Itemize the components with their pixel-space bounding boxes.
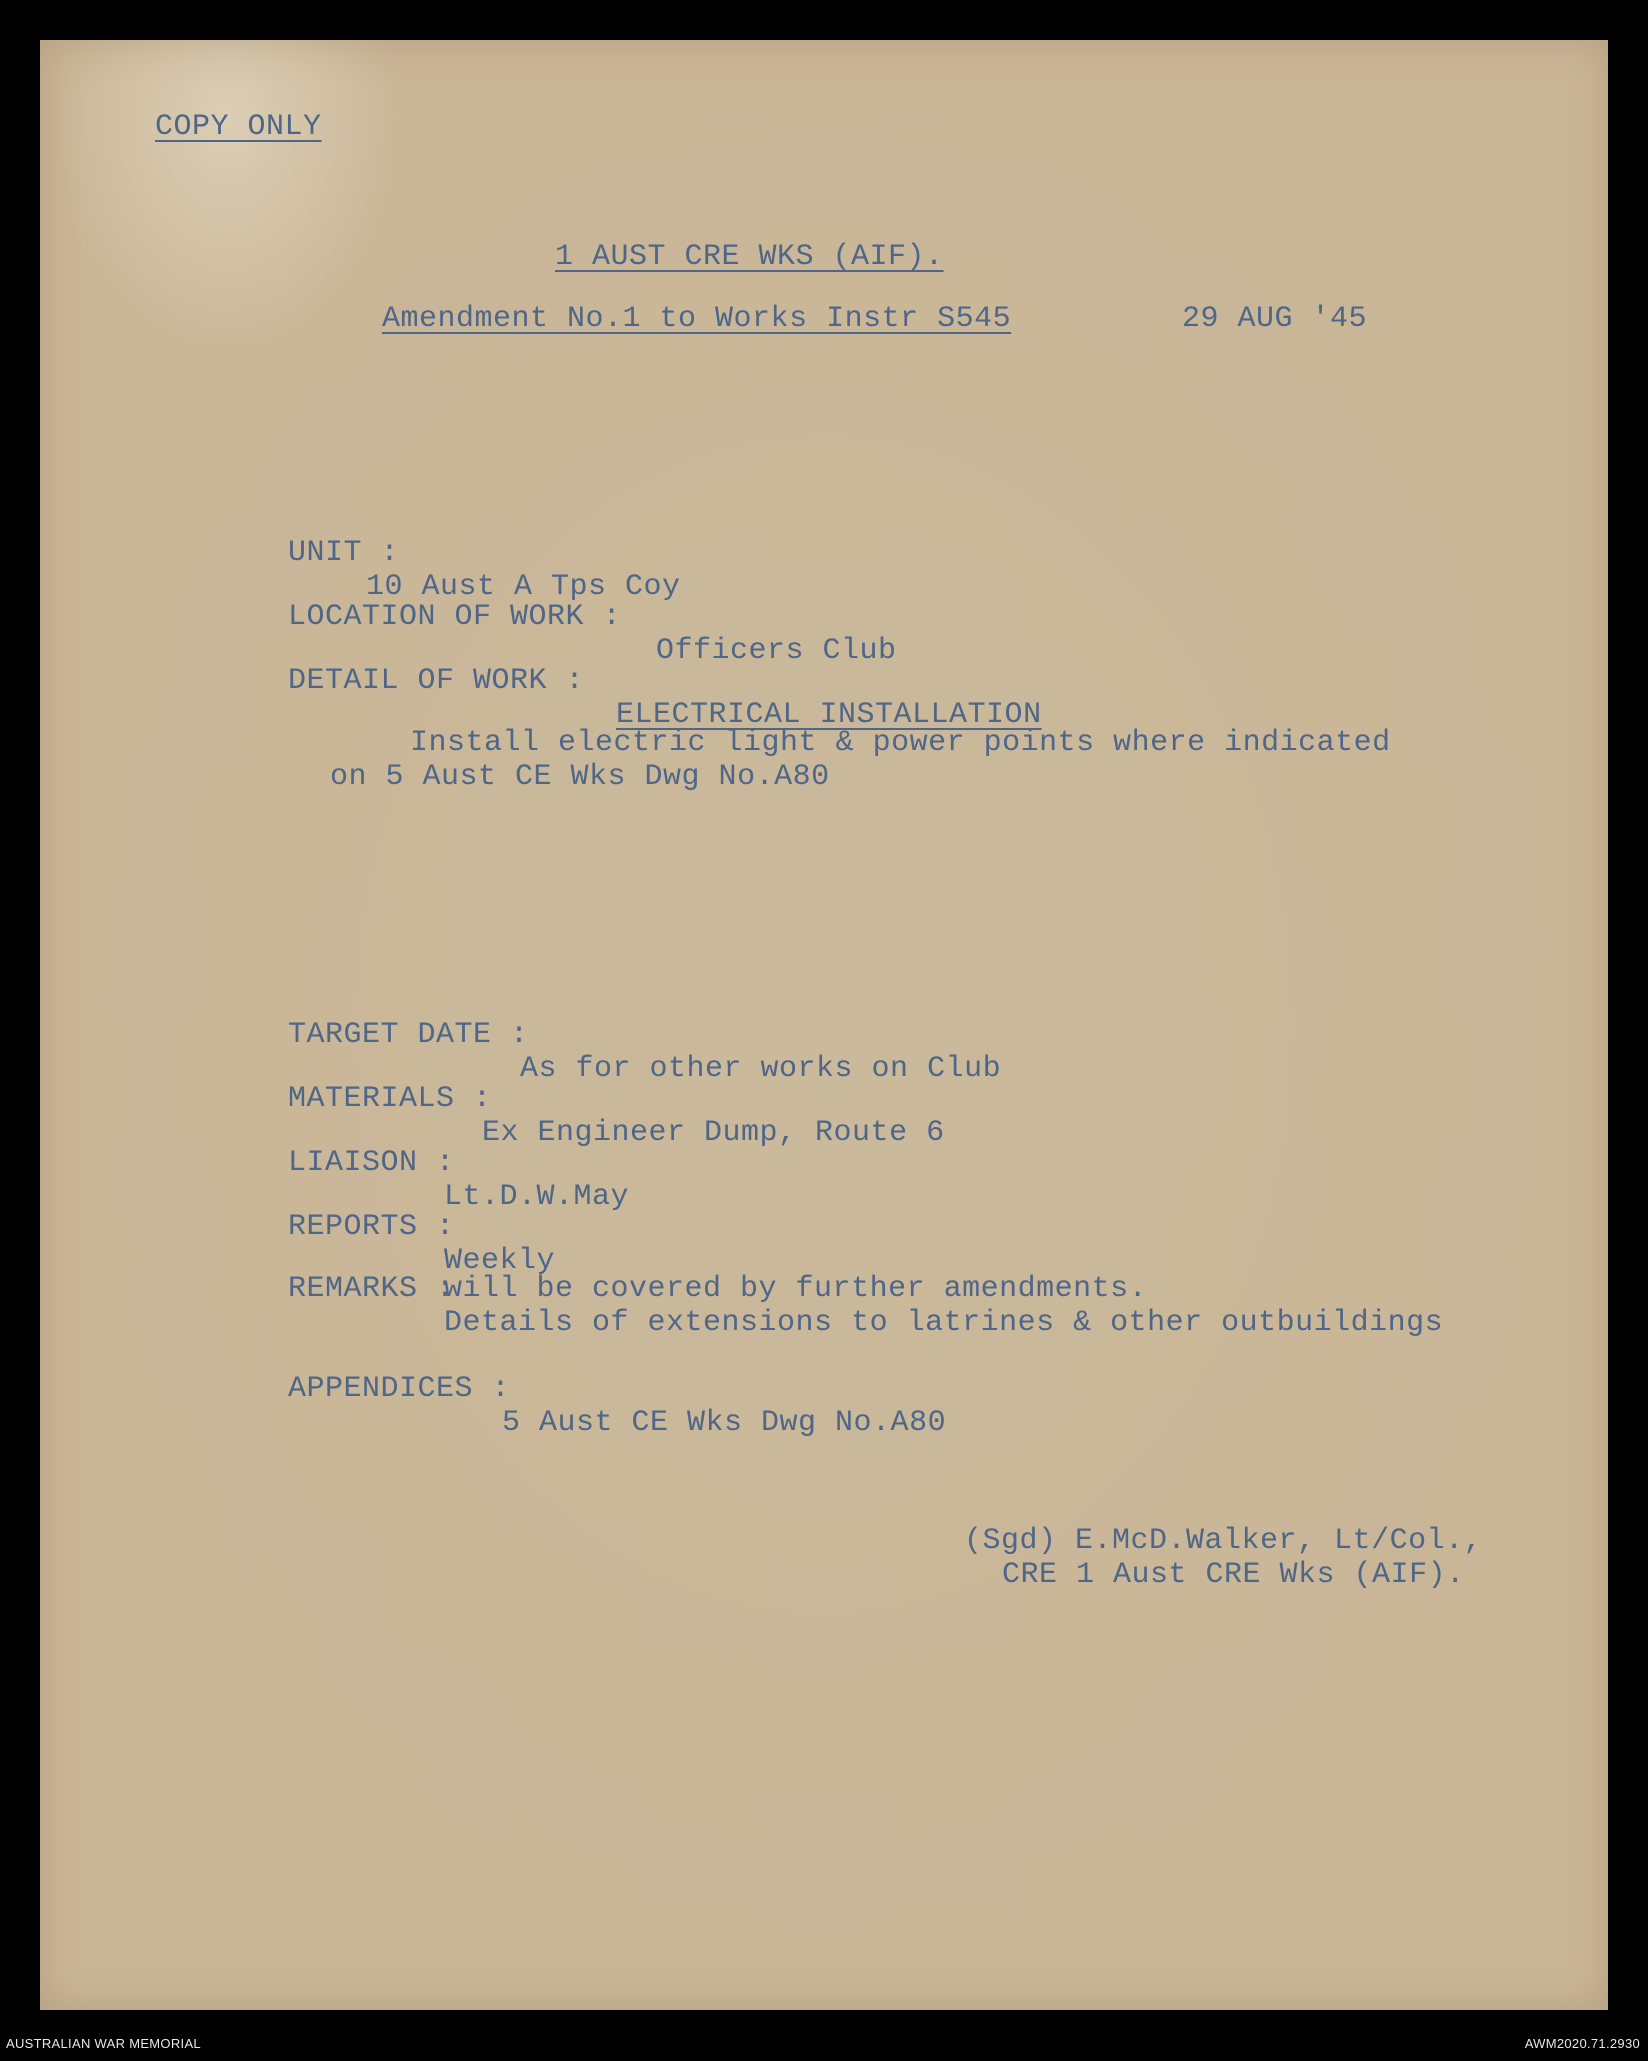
materials-value: Ex Engineer Dump, Route 6 [482, 1116, 945, 1150]
location-value: Officers Club [656, 634, 897, 668]
document-title: 1 AUST CRE WKS (AIF). [555, 240, 944, 274]
remarks-value-line-2: will be covered by further amendments. [444, 1272, 1148, 1306]
document-date: 29 AUG '45 [1182, 302, 1368, 336]
reports-value: Weekly [444, 1244, 556, 1278]
appendices-row [214, 1338, 947, 1474]
appendices-label: APPENDICES : [288, 1372, 511, 1406]
footer-institution: AUSTRALIAN WAR MEMORIAL [6, 2036, 201, 2051]
footer-accession-number: AWM2020.71.2930 [1524, 2036, 1640, 2051]
target-date-label: TARGET DATE : [288, 1018, 529, 1052]
location-label: LOCATION OF WORK : [288, 600, 622, 634]
unit-value: 10 Aust A Tps Coy [366, 570, 681, 604]
amendment-heading: Amendment No.1 to Works Instr S545 [382, 302, 1012, 336]
remarks-value-line-1: Details of extensions to latrines & other outbuildings [444, 1306, 1444, 1340]
remarks-label: REMARKS : [288, 1272, 455, 1306]
materials-label: MATERIALS : [288, 1082, 492, 1116]
liaison-value: Lt.D.W.May [444, 1180, 630, 1214]
target-date-value: As for other works on Club [520, 1052, 1002, 1086]
copy-only-note: COPY ONLY [155, 110, 322, 144]
reports-label: REPORTS : [288, 1210, 455, 1244]
detail-value: ELECTRICAL INSTALLATION [616, 698, 1042, 732]
document-page [40, 40, 1608, 2010]
detail-description-line-1: Install electric light & power points where indicated [410, 726, 1391, 760]
detail-description-line-2: on 5 Aust CE Wks Dwg No.A80 [330, 760, 830, 794]
detail-label: DETAIL OF WORK : [288, 664, 585, 698]
liaison-label: LIAISON : [288, 1146, 455, 1180]
unit-label: UNIT : [288, 536, 400, 570]
signature-line-1: (Sgd) E.McD.Walker, Lt/Col., [964, 1524, 1483, 1558]
signature-line-2: CRE 1 Aust CRE Wks (AIF). [1002, 1558, 1465, 1592]
appendices-value: 5 Aust CE Wks Dwg No.A80 [502, 1406, 947, 1440]
